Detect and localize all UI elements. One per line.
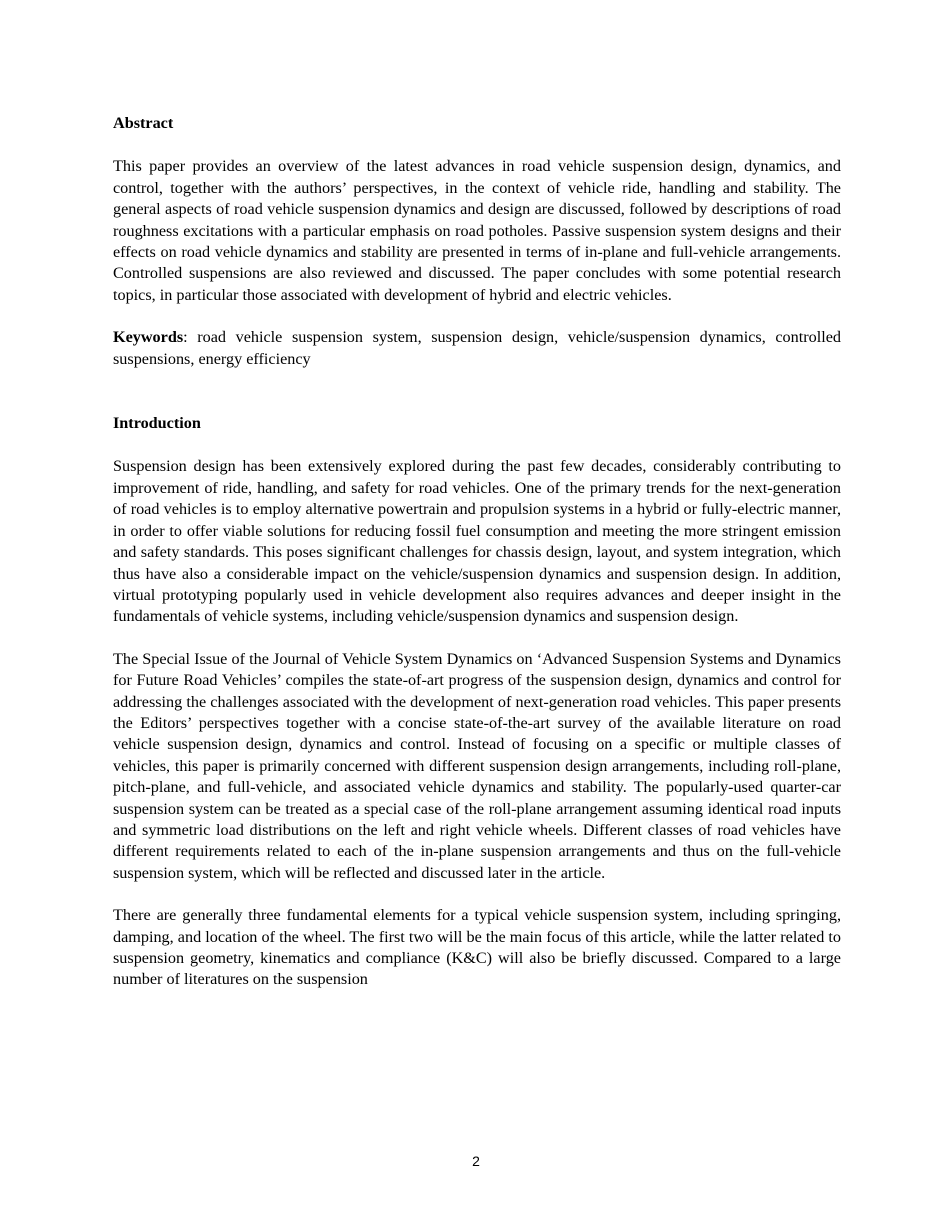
abstract-text: This paper provides an overview of the latest advances in road vehicle suspension design, dynamics, and control, together with the authors’ perspectives, in the context of vehicle ride, handling and stability. The general aspects of road vehicle suspension dynamics and design are discussed, followed by descriptions of road roughness excitations with a particular emphasis on road potholes. Passive suspension system designs and their effects on road vehicle dynamics and stability are presented in terms of in-plane and full-vehicle arrangements. Controlled suspensions are also reviewed and discussed. The paper concludes with some potential research topics, in particular those associated with development of hybrid and electric vehicles. bbox=[113, 157, 841, 304]
spacer bbox=[113, 134, 841, 156]
keywords-paragraph bbox=[113, 327, 841, 370]
introduction-paragraph-3: There are generally three fundamental elements for a typical vehicle suspension system, including springing, damping, and location of the wheel. The first two will be the main focus of this article, while the latter related to suspension geometry, kinematics and compliance (K&C) will also be briefly discussed. Compared to a large number of literatures on the suspension bbox=[113, 906, 841, 989]
keywords-label: Keywords bbox=[113, 328, 184, 347]
spacer bbox=[113, 884, 841, 905]
keywords-text: : road vehicle suspension system, suspension design, vehicle/suspension dynamics, controlled suspensions, energy efficiency bbox=[113, 328, 841, 368]
introduction-paragraph-1: Suspension design has been extensively explored during the past few decades, considerably contributing to improvement of ride, handling, and safety for road vehicles. One of the primary trends for the next-generation of road vehicles is to employ alternative powertrain and propulsion systems in a hybrid or fully-electric manner, in order to offer viable solutions for reducing fossil fuel consumption and meeting the more stringent emission and safety standards. This poses significant challenges for chassis design, layout, and system integration, which thus have also a considerable impact on the vehicle/suspension dynamics and suspension design. In addition, virtual prototyping popularly used in vehicle development also requires advances and deeper insight in the fundamentals of vehicle systems, including vehicle/suspension dynamics and suspension design. bbox=[113, 457, 841, 626]
page-number: 2 bbox=[472, 1153, 480, 1169]
spacer bbox=[113, 370, 841, 413]
introduction-heading: Introduction bbox=[113, 414, 201, 433]
page-body bbox=[113, 113, 841, 991]
spacer bbox=[113, 306, 841, 327]
abstract-heading: Abstract bbox=[113, 114, 174, 132]
spacer bbox=[113, 434, 841, 456]
introduction-paragraph-2: The Special Issue of the Journal of Vehicle System Dynamics on ‘Advanced Suspension Systems and Dynamics for Future Road Vehicles’ compiles the state-of-art progress of the suspension design, dynamics and control for addressing the challenges associated with the development of next-generation road vehicles. This paper presents the Editors’ perspectives together with a concise state-of-the-art survey of the available literature on road vehicle suspension design, dynamics and control. Instead of focusing on a specific or multiple classes of vehicles, this paper is primarily concerned with different suspension design arrangements, including roll-plane, pitch-plane, and full-vehicle, and associated vehicle dynamics and stability. The popularly-used quarter-car suspension system can be treated as a special case of the roll-plane arrangement assuming identical road inputs and symmetric load distributions on the left and right vehicle wheels. Different classes of road vehicles have different requirements related to each of the in-plane suspension arrangements and thus on the full-vehicle suspension system, which will be reflected and discussed later in the article. bbox=[113, 649, 841, 882]
spacer bbox=[113, 628, 841, 649]
